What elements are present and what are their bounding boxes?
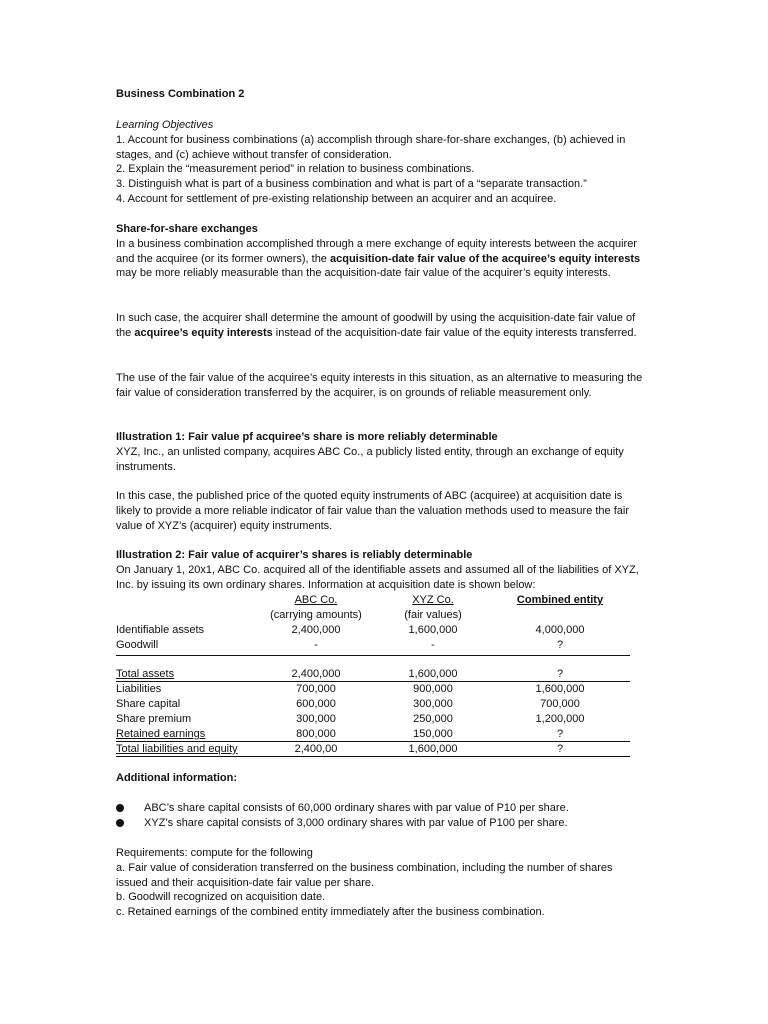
table-header-row [116, 593, 630, 608]
cell-abc: 800,000 [296, 728, 336, 741]
bullet-text: ABC’s share capital consists of 60,000 ordinary shares with par value of P10 per share. [144, 802, 569, 814]
cell-abc: 2,400,00 [294, 742, 338, 755]
additional-info-heading [116, 771, 646, 786]
text-run: In such case, the acquirer shall determine the amount of goodwill by using the acquisition-date fair value of the [116, 312, 636, 339]
text-run: may be more reliably measurable than the acquisition-date fair value of the acquirer’s equity interests. [116, 267, 611, 280]
bullet-icon [116, 804, 124, 812]
objective-item: 2. Explain the “measurement period” in relation to business combinations. [116, 163, 475, 176]
list-item [116, 816, 656, 831]
table-row [116, 697, 630, 712]
table-row [116, 638, 630, 653]
header-xyz: XYZ Co. [412, 594, 454, 606]
row-label: Identifiable assets [116, 623, 205, 636]
share-exchange-section [116, 222, 646, 281]
cell-xyz: 1,600,000 [408, 668, 458, 681]
cell-xyz: 300,000 [413, 698, 453, 711]
share-exchange-paragraph-2 [116, 311, 646, 341]
cell-abc: - [314, 638, 318, 651]
text-run: In a business combination accomplished through a mere exchange of equity interests between the acquirer and the acquiree (or its former owners), the [116, 237, 637, 265]
illustration-1-paragraph-1: XYZ, Inc., an unlisted company, acquires ABC Co., a publicly listed entity, through an exchange of equity instruments. [116, 445, 624, 473]
cell-xyz: 150,000 [413, 728, 453, 741]
text-run-bold: acquisition-date fair value of the acquiree’s equity interests [329, 252, 641, 265]
list-item [116, 801, 656, 816]
cell-xyz: 900,000 [413, 683, 453, 696]
illustration-1-paragraph-2: In this case, the published price of the quoted equity instruments of ABC (acquiree) at acquisition date is likely to provide a more reliable indicator of fair value than the valuation methods used to measure the fair value of XYZ’s (acquirer) equity instruments. [116, 490, 630, 532]
header-combined: Combined entity [516, 594, 604, 606]
illustration-2-heading: Illustration 2: Fair value of acquirer’s shares is reliably determinable [116, 549, 473, 561]
document-title: Business Combination 2 [116, 88, 245, 100]
requirements-section [116, 846, 646, 920]
cell-abc: 2,400,000 [291, 623, 341, 636]
bullet-text: XYZ’s share capital consists of 3,000 ordinary shares with par value of P100 per share. [144, 817, 568, 829]
cell-abc: 600,000 [296, 698, 336, 711]
share-exchange-paragraph-3: The use of the fair value of the acquiree’s equity interests in this situation, as an alternative to measuring the fair value of consideration transferred by the acquirer, is on grounds of reliable measurement only. [116, 372, 643, 399]
table-subheader-row [116, 608, 630, 623]
table-row [116, 742, 630, 757]
requirements-heading: Requirements: compute for the following [116, 847, 313, 859]
table-row [116, 712, 630, 727]
acquisition-table [116, 593, 630, 757]
table-rule-goodwill [116, 655, 630, 656]
cell-abc: 300,000 [296, 713, 336, 726]
share-exchange-paragraph-1 [116, 237, 646, 281]
requirement-item: b. Goodwill recognized on acquisition date. [116, 891, 326, 904]
cell-abc: 700,000 [296, 683, 336, 696]
requirement-item: a. Fair value of consideration transferred on the business combination, including the number of shares issued and their acquisition-date fair value per share. [116, 861, 613, 889]
requirement-item: c. Retained earnings of the combined entity immediately after the business combination. [116, 906, 545, 919]
row-label: Share capital [116, 698, 181, 711]
objective-item: 3. Distinguish what is part of a business combination and what is part of a “separate transaction.” [116, 178, 587, 191]
cell-xyz: 1,600,000 [408, 623, 458, 636]
bullet-icon [116, 819, 124, 827]
row-label: Retained earnings [116, 728, 206, 741]
text-run: instead of the acquisition-date fair value of the equity interests transferred. [272, 326, 637, 339]
learning-objectives-section [116, 118, 646, 207]
row-label: Total liabilities and equity [116, 742, 238, 755]
objective-item: 1. Account for business combinations (a) accomplish through share-for-share exchanges, (b) achieved in stages, and (c) achieve without transfer of consideration. [116, 133, 626, 161]
cell-combined: 1,600,000 [535, 683, 585, 696]
row-label: Total assets [116, 668, 175, 681]
row-label: Liabilities [116, 683, 162, 696]
cell-combined: ? [556, 742, 564, 755]
learning-objectives-list [116, 133, 646, 207]
cell-combined: ? [556, 728, 564, 741]
objective-item: 4. Account for settlement of pre-existing relationship between an acquirer and an acquiree. [116, 192, 557, 205]
cell-xyz: 1,600,000 [408, 742, 458, 755]
share-exchange-heading: Share-for-share exchanges [116, 223, 258, 235]
text-run-bold: acquiree’s equity interests [134, 326, 273, 339]
cell-abc: 2,400,000 [291, 668, 341, 681]
table-row [116, 727, 630, 742]
cell-xyz: - [431, 638, 435, 651]
illustration-2-paragraph: On January 1, 20x1, ABC Co. acquired all of the identifiable assets and assumed all of the liabilities of XYZ, Inc. by issuing its own ordinary shares. Information at acquisition date is shown below: [116, 563, 639, 591]
cell-combined: 4,000,000 [535, 623, 585, 636]
row-label: Share premium [116, 713, 192, 726]
subheader-xyz: (fair values) [404, 608, 462, 621]
learning-objectives-heading: Learning Objectives [116, 119, 214, 131]
cell-combined: 700,000 [540, 698, 580, 711]
cell-xyz: 250,000 [413, 713, 453, 726]
cell-combined: 1,200,000 [535, 713, 585, 726]
subheader-abc: (carrying amounts) [270, 608, 362, 621]
additional-heading-text: Additional information: [116, 772, 237, 784]
table-rule-total-assets [116, 681, 630, 682]
illustration-1 [116, 430, 646, 474]
table-row [116, 623, 630, 638]
cell-combined: ? [556, 638, 564, 651]
table-row [116, 682, 630, 697]
illustration-2 [116, 548, 646, 592]
row-label: Goodwill [116, 638, 159, 651]
cell-combined: ? [556, 668, 564, 681]
additional-info-list [116, 801, 656, 831]
table-rule-retained-earnings [116, 741, 630, 742]
header-abc: ABC Co. [294, 594, 338, 606]
illustration-1-heading: Illustration 1: Fair value pf acquiree’s share is more reliably determinable [116, 431, 498, 443]
table-rule-total-liabilities-equity [116, 756, 630, 757]
